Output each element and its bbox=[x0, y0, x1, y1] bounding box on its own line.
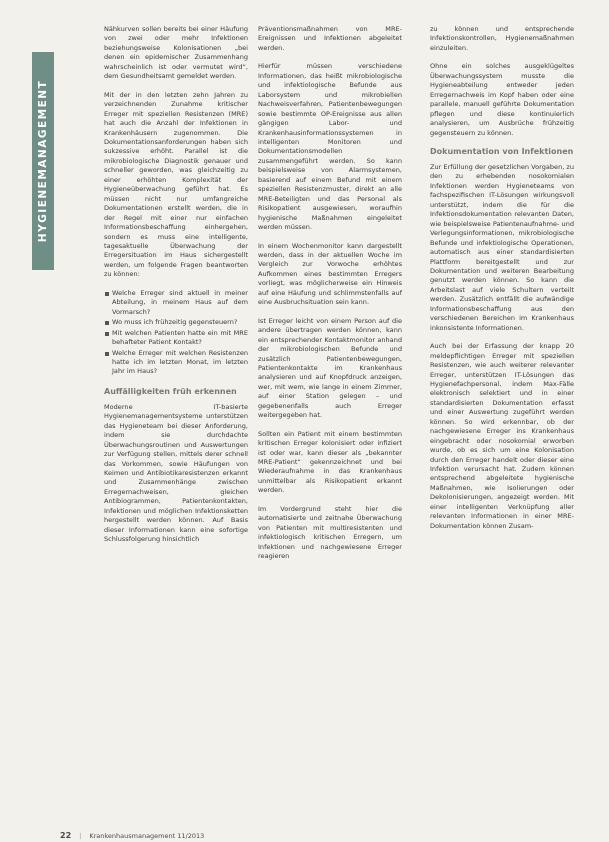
paragraph: Ist Erreger leicht von einem Person auf die andere übertragen werden können, kann ein entsprechender Kontaktmonitor anhand der mikrobiologischen Befunde und zusätzlich Patientenbewegungen, Patientenkontakte im Krankenhaus analysieren und auf Knopfdruck anzeigen, wer, mit wem, wie lange in einem Zimmer, auf einer Station gelegen – und gegebenenfalls auch Erreger weitergegeben hat. bbox=[258, 316, 402, 420]
section-tab bbox=[32, 52, 54, 270]
article-column-3 bbox=[430, 25, 574, 540]
paragraph: Im Vordergrund steht hier die automatisierte und zeitnahe Überwachung von Patienten mit multiresistenten und infektiologisch kritischen Erregern, um Infektionen und nachgewiesene Erreger reagieren bbox=[258, 504, 402, 561]
paragraph: Mit der in den letzten zehn Jahren zu verzeichnenden Zunahme kritischer Erreger mit speziellen Resistenzen (MRE) hat auch die Anzahl der Infektionen in Krankenhäusern zugenommen. Die Dokumentationsanforderungen haben sich sukzessive erhöht. Parallel ist die mikrobiologische Diagnostik genauer und schneller geworden, was gleichzeitig zu einer erhöhten Komplexität der Hygieneüberwachung geführt hat. Es müssen nicht nur umfangreiche Dokumentationen erstellt werden, die in der Regel mit einer nur einfachen Informationsbeschaffung einhergehen, sondern es muss eine intelligente, tagesaktuelle Überwachung der Erregersituation im Haus sichergestellt werden, um folgende Fragen beantworten zu können: bbox=[104, 90, 248, 279]
paragraph: Auch bei der Erfassung der knapp 20 meldepflichtigen Erreger mit speziellen Resistenzen, wie auch weiterer relevanter Erreger, unterstützen IT-Lösungen das Hygienefachpersonal, indem Max-Fälle elektronisch selektiert und in einer standardisierten Dokumentation erfasst und einer Auswertung zugeführt werden können. So wird erkennbar, ob der nachgewiesene Erreger ins Krankenhaus eingebracht oder nosokomial erworben wurde, ob es sich um eine Kolonisation durch den Erreger handelt oder dieser eine Infektion verursacht hat. Zudem können entsprechend abgeleitete hygienische Maßnahmen, wie Isolierungen oder Dekolonisierungen, angezeigt werden. Mit einer intelligenten Verknüpfung aller relevanten Informationen in einer MRE-Dokumentation können Zusam- bbox=[430, 342, 574, 530]
section-heading: Auffälligkeiten früh erkennen bbox=[104, 386, 237, 396]
paragraph: Ohne ein solches ausgeklügeltes Überwachungssystem musste die Hygieneabteilung entweder jeden Erregernachweis im Kopf haben oder eine parallele, manuell geführte Dokumentation pflegen und diese kontinuierlich analysieren, um Ausbrüche frühzeitig gegensteuern zu können. bbox=[430, 62, 574, 137]
question-list bbox=[104, 289, 248, 377]
list-item: Welche Erreger sind aktuell in meiner Abteilung, in meinem Haus auf dem Vormarsch? bbox=[104, 289, 248, 317]
article-column-1 bbox=[104, 25, 248, 554]
paragraph: Zur Erfüllung der gesetzlichen Vorgaben, zu den zu erhebenden nosokomialen Infektionen werden Hygieneteams von fachspezifischen IT-Lösungen wirkungsvoll unterstützt, indem die für die Infektionsdokumentation relevanten Daten, wie beispielsweise Patientenaufnahme- und Verlegungsinformationen, mikrobiologische Befunde und infektiologische Operationen, automatisch aus einer standardisierten Plattform bereitgestellt und zur Dokumentation und weiteren Bearbeitung genutzt werden können. So kann die Arbeitslast auf viele Schultern verteilt werden. Zusätzlich entfällt die aufwändige Informationsbeschaffung aus den verschiedenen Bereichen im Krankenhaus inkonsistente Informationen. bbox=[430, 162, 574, 332]
journal-name: Krankenhausmanagement 11/2013 bbox=[89, 832, 205, 840]
page-footer bbox=[60, 831, 204, 840]
footer-separator: | bbox=[79, 832, 82, 840]
paragraph: Nähkurven sollen bereits bei einer Häufung von zwei oder mehr Infektionen beziehungsweise Kolonisationen „bei denen ein epidemischer Zusammenhang wahrscheinlich ist oder vermutet wird“, dem Gesundheitsamt gemeldet werden. bbox=[104, 25, 248, 81]
list-item: Welche Erreger mit welchen Resistenzen hatte ich im letzten Monat, im letzten Jahr im Haus? bbox=[104, 349, 248, 377]
page-number: 22 bbox=[60, 831, 72, 840]
list-item: Mit welchen Patienten hatte ein mit MRE behafteter Patient Kontakt? bbox=[104, 329, 248, 348]
paragraph: Präventionsmaßnahmen von MRE-Ereignissen und Infektionen abgeleitet werden. bbox=[258, 25, 402, 52]
paragraph: Hierfür müssen verschiedene Informationen, das heißt mikrobiologische und infektiologische Befunde aus Laborsystem und mikrobiellen Nachweisverfahren, Patientenbewegungen sowie bestimmte OP-Ereignisse aus allen gängigen Labor- und Krankenhausinformationssystemen in intelligenten Monitoren und Dokumentationsmodellen zusammengeführt werden. So kann beispielsweise von Alarmsystemen, basierend auf einem Befund mit einem speziellen Resistenzmuster, direkt an alle MRE-Beteiligten und das Personal als Risikopatient ausgewiesen, woraufhin hygienische Maßnahmen eingeleitet werden müssen. bbox=[258, 62, 402, 232]
section-tab-label: HYGIENEMANAGEMENT bbox=[37, 79, 49, 243]
paragraph: In einem Wochenmonitor kann dargestellt werden, dass in der aktuellen Woche im Vergleich zur Vorwoche erhöhtes Aufkommen eines bestimmten Erregers vorliegt, was möglicherweise ein Hinweis auf eine Häufung und schlimmstenfalls auf eine Ausbruchsituation sein kann. bbox=[258, 241, 402, 307]
list-item: Wo muss ich frühzeitig gegensteuern? bbox=[104, 318, 248, 327]
article-column-2 bbox=[258, 25, 402, 571]
section-heading: Dokumentation von Infektionen bbox=[430, 146, 574, 156]
paragraph: zu können und entsprechende Infektionskontrollen, Hygienemaßnahmen einzuleiten. bbox=[430, 25, 574, 52]
paragraph: Moderne IT-basierte Hygienemanagementsysteme unterstützen das Hygieneteam bei dieser Anforderung, indem sie durchdachte Überwachungsroutinen und Auswertungen zur Verfügung stellen, mittels derer schnell das Vorkommen, sowie Häufungen von Keimen und Antibiotikaresistenzen erkannt und Zusammenhänge zwischen Erregernachweisen, gleichen Antibiogrammen, Patientenkontakten, Infektionen und möglichen Infektionsketten hergestellt werden können. Auf Basis dieser Informationen kann eine sofortige Schlussfolgerung hinsichtlich bbox=[104, 402, 248, 544]
paragraph: Sollten ein Patient mit einem bestimmten kritischen Erreger kolonisiert oder infiziert ist oder war, kann dieser als „bekannter MRE-Patient“ gekennzeichnet und bei Wiederaufnahme in das Krankenhaus unmittelbar als Risikopatient erkannt werden. bbox=[258, 429, 402, 495]
